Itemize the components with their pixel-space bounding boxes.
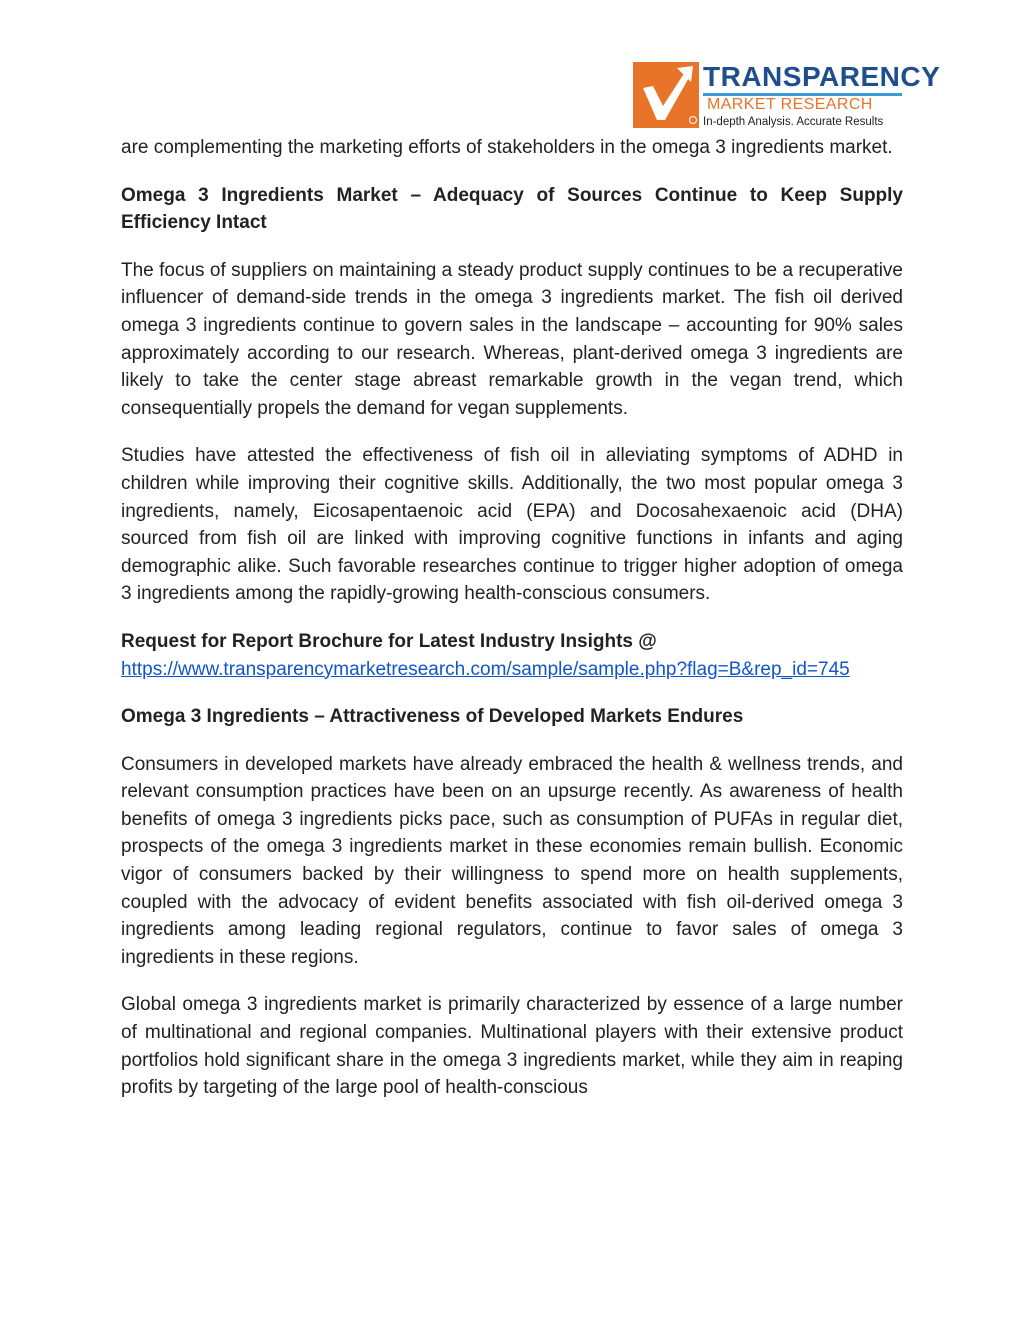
paragraph: Studies have attested the effectiveness of fish oil in alleviating symptoms of ADHD in children while improving their cognitive skills. Additionally, the two most popular omega 3 ingredients, namely, Eicosapentaenoic acid (EPA) and Docosahexaenoic acid (DHA) sourced from fish oil are linked with improving cognitive functions in infants and aging demographic alike. Such favorable researches continue to trigger higher adoption of omega 3 ingredients among the rapidly-growing health-conscious consumers. [121,445,903,605]
section-heading: Omega 3 Ingredients – Attractiveness of Developed Markets Endures [121,706,744,728]
paragraph: Consumers in developed markets have already embraced the health & wellness trends, and relevant consumption practices have been on an upsurge recently. As awareness of health benefits of omega 3 ingredients picks pace, such as consumption of PUFAs in regular diet, prospects of the omega 3 ingredients market in these economies remain bullish. Economic vigor of consumers backed by their willingness to spend more on health supplements, coupled with the advocacy of evident benefits associated with fish oil-derived omega 3 ingredients among leading regional regulators, continue to favor sales of omega 3 ingredients in these regions. [121,753,903,968]
section-heading: Omega 3 Ingredients Market – Adequacy of Sources Continue to Keep Supply Efficiency Intact [121,184,903,234]
logo-subtitle: MARKET RESEARCH [707,96,873,113]
paragraph: are complementing the marketing efforts of stakeholders in the omega 3 ingredients market. [121,137,893,158]
paragraph: The focus of suppliers on maintaining a steady product supply continues to be a recuperative influencer of demand-side trends in the omega 3 ingredients market. The fish oil derived omega 3 ingredients continue to govern sales in the landscape – accounting for 90% sales approximately according to our research. Whereas, plant-derived omega 3 ingredients are likely to take the center stage abreast remarkable growth in the vegan trend, which consequentially propels the demand for vegan supplements. [121,259,903,419]
company-logo [633,61,941,130]
document-body [121,134,903,1102]
checkmark-logo-icon [633,62,699,128]
paragraph: Global omega 3 ingredients market is primarily characterized by essence of a large number of multinational and regional companies. Multinational players with their extensive product portfolios hold significant share in the omega 3 ingredients market, while they aim in reaping profits by targeting of the large pool of health-conscious [121,994,903,1099]
logo-tagline: In-depth Analysis. Accurate Results [703,116,884,128]
request-link-line [121,656,903,684]
request-brochure-label: Request for Report Brochure for Latest Industry Insights @ [121,630,657,652]
logo-title: TRANSPARENCY [703,61,941,92]
sample-report-link[interactable]: https://www.transparencymarketresearch.com/sample/sample.php?flag=B&rep_id=745 [121,658,850,680]
